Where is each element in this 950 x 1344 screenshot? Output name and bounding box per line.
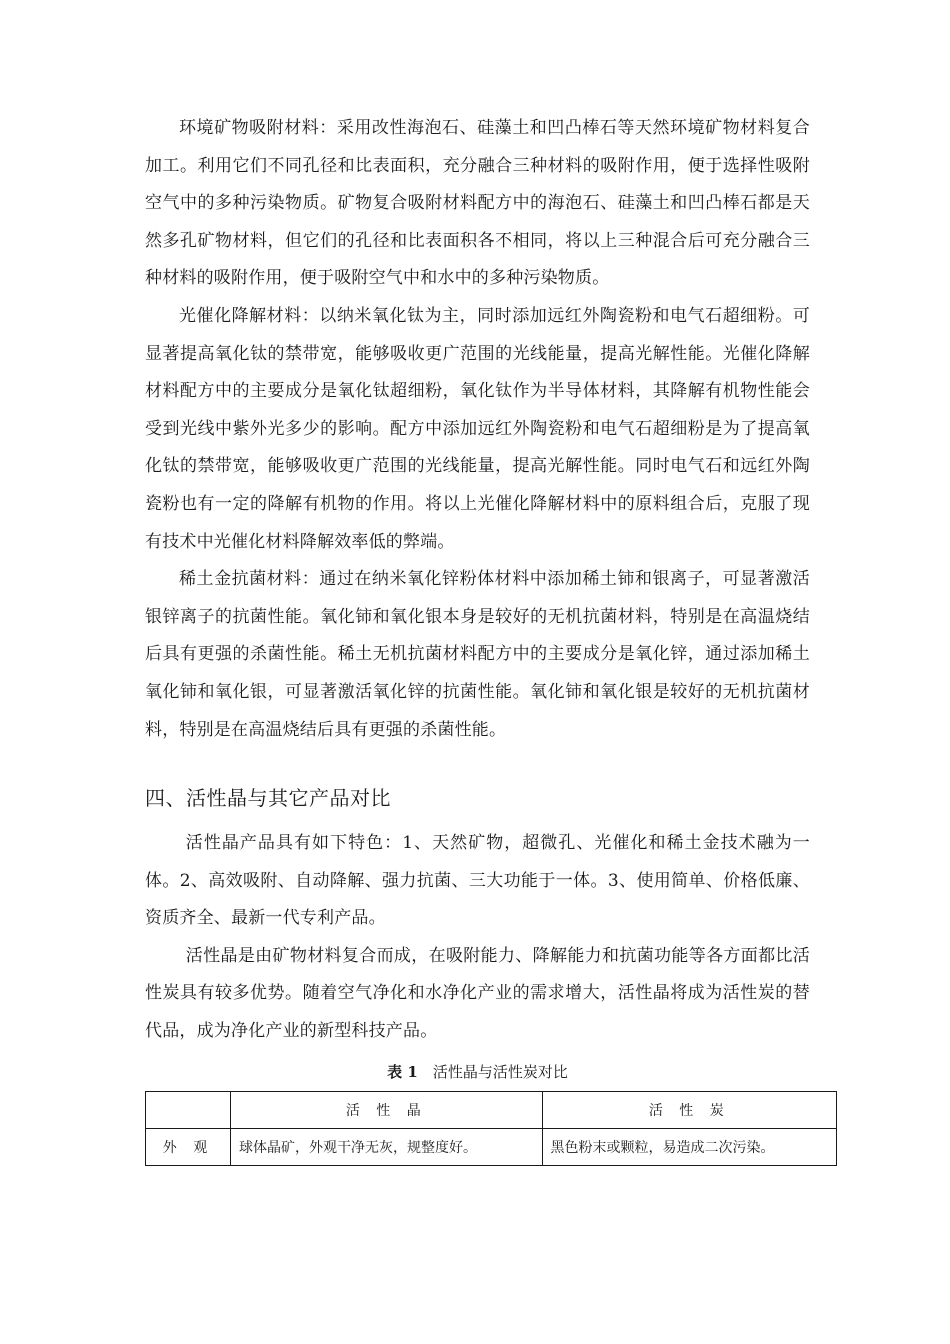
table-header-activated-carbon: 活 性 炭	[542, 1091, 836, 1128]
table-caption	[145, 1061, 810, 1083]
table-cell-carbon: 黑色粉末或颗粒，易造成二次污染。	[542, 1128, 836, 1165]
paragraph-antibacterial: 稀土金抗菌材料：通过在纳米氧化锌粉体材料中添加稀土铈和银离子，可显著激活银锌离子的抗菌性能。氧化铈和氧化银本身是较好的无机抗菌材料，特别是在高温烧结后具有更强的杀菌性能。稀土无机抗菌材料配方中的主要成分是氧化锌，通过添加稀土氧化铈和氧化银，可显著激活氧化锌的抗菌性能。氧化铈和氧化银是较好的无机抗菌材料，特别是在高温烧结后具有更强的杀菌性能。	[145, 569, 810, 740]
table-row-label: 外 观	[146, 1128, 231, 1165]
paragraph-advantages: 活性晶是由矿物材料复合而成，在吸附能力、降解能力和抗菌功能等各方面都比活性炭具有较多优势。随着空气净化和水净化产业的需求增大，活性晶将成为活性炭的替代品，成为净化产业的新型科技产品。	[145, 945, 810, 1042]
table-header-row	[146, 1091, 837, 1128]
table-header-activated-crystal: 活 性 晶	[231, 1091, 543, 1128]
section-heading: 四、活性晶与其它产品对比	[145, 786, 391, 811]
paragraph-adsorption: 环境矿物吸附材料：采用改性海泡石、硅藻土和凹凸棒石等天然环境矿物材料复合加工。利用它们不同孔径和比表面积，充分融合三种材料的吸附作用，便于选择性吸附空气中的多种污染物质。矿物复合吸附材料配方中的海泡石、硅藻土和凹凸棒石都是天然多孔矿物材料，但它们的孔径和比表面积各不相同，将以上三种混合后可充分融合三种材料的吸附作用，便于吸附空气中和水中的多种污染物质。	[145, 118, 810, 289]
table-row	[146, 1128, 837, 1165]
paragraph-photocatalysis: 光催化降解材料：以纳米氧化钛为主，同时添加远红外陶瓷粉和电气石超细粉。可显著提高氧化钛的禁带宽，能够吸收更广范围的光线能量，提高光解性能。光催化降解材料配方中的主要成分是氧化钛超细粉，氧化钛作为半导体材料，其降解有机物性能会受到光线中紫外光多少的影响。配方中添加远红外陶瓷粉和电气石超细粉是为了提高氧化钛的禁带宽，能够吸收更广范围的光线能量，提高光解性能。同时电气石和远红外陶瓷粉也有一定的降解有机物的作用。将以上光催化降解材料中的原料组合后，克服了现有技术中光催化材料降解效率低的弊端。	[145, 305, 810, 552]
table-header-empty	[146, 1091, 231, 1128]
table-number: 表 1	[387, 1062, 418, 1081]
table-cell-crystal: 球体晶矿，外观干净无灰，规整度好。	[231, 1128, 543, 1165]
comparison-table	[145, 1091, 837, 1166]
table-title: 活性晶与活性炭对比	[432, 1062, 568, 1081]
document-page	[145, 110, 810, 1166]
paragraph-features: 活性晶产品具有如下特色：1、天然矿物，超微孔、光催化和稀土金技术融为一体。2、高效吸附、自动降解、强力抗菌、三大功能于一体。3、使用简单、价格低廉、资质齐全、最新一代专利产品。	[145, 833, 810, 929]
